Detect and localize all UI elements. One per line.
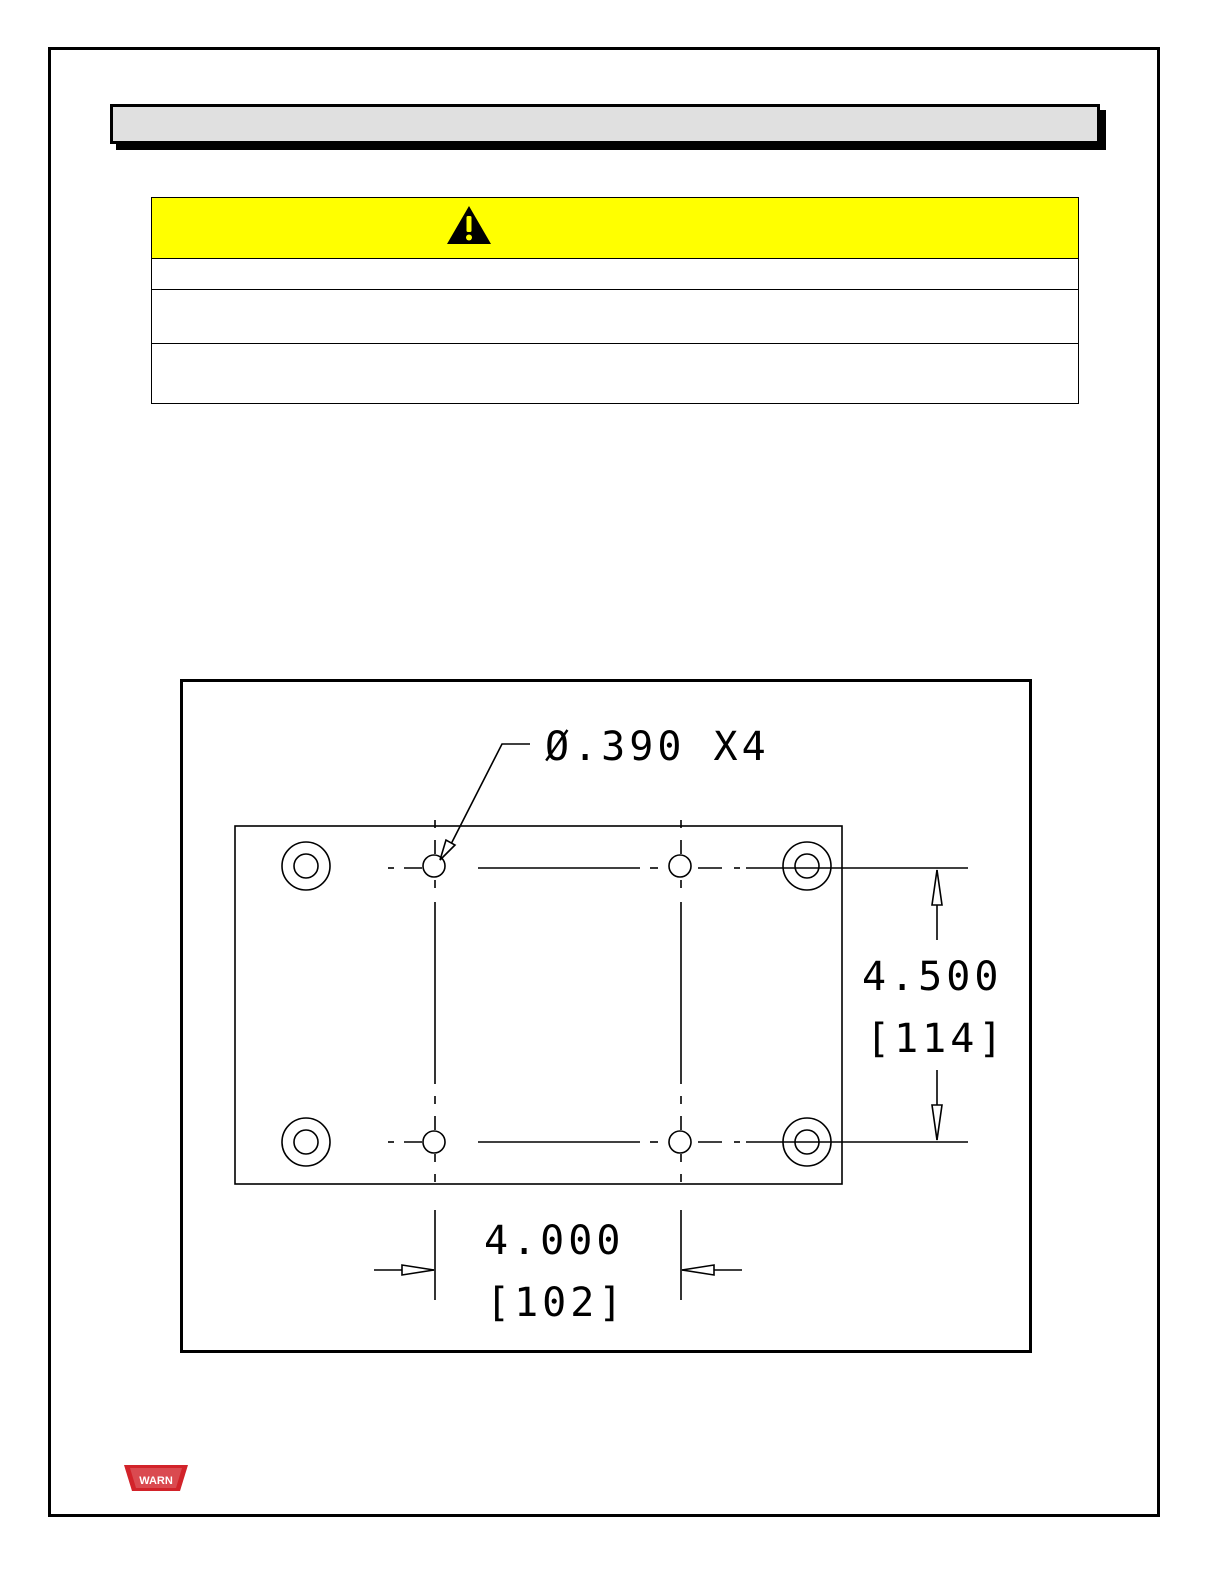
vertical-dimension-inches: 4.500	[862, 954, 1003, 1000]
vertical-dimension-mm: [114]	[866, 1016, 1007, 1062]
vertical-dimension-line	[932, 870, 942, 1140]
warning-row-2	[152, 290, 1078, 344]
hole-callout-text: Ø.390 X4	[545, 724, 770, 770]
section-title-bar	[110, 104, 1100, 144]
warning-header	[152, 198, 1078, 259]
warn-logo	[124, 1463, 188, 1495]
mounting-holes	[423, 855, 691, 1153]
warning-triangle-icon	[445, 204, 493, 246]
warn-logo-text: WARN	[139, 1475, 173, 1487]
horizontal-dimension-mm: [102]	[486, 1280, 627, 1326]
horizontal-dimension-arrows	[374, 1265, 742, 1275]
horizontal-dimension-inches: 4.000	[484, 1218, 625, 1264]
corner-holes	[282, 842, 831, 1166]
hole-callout-leader	[440, 744, 530, 860]
warning-box	[151, 197, 1079, 404]
mounting-diagram-box	[180, 679, 1032, 1353]
horizontal-center-lines	[388, 868, 968, 1142]
mounting-diagram	[183, 682, 1029, 1350]
warning-row-1	[152, 259, 1078, 290]
warning-row-3	[152, 344, 1078, 403]
